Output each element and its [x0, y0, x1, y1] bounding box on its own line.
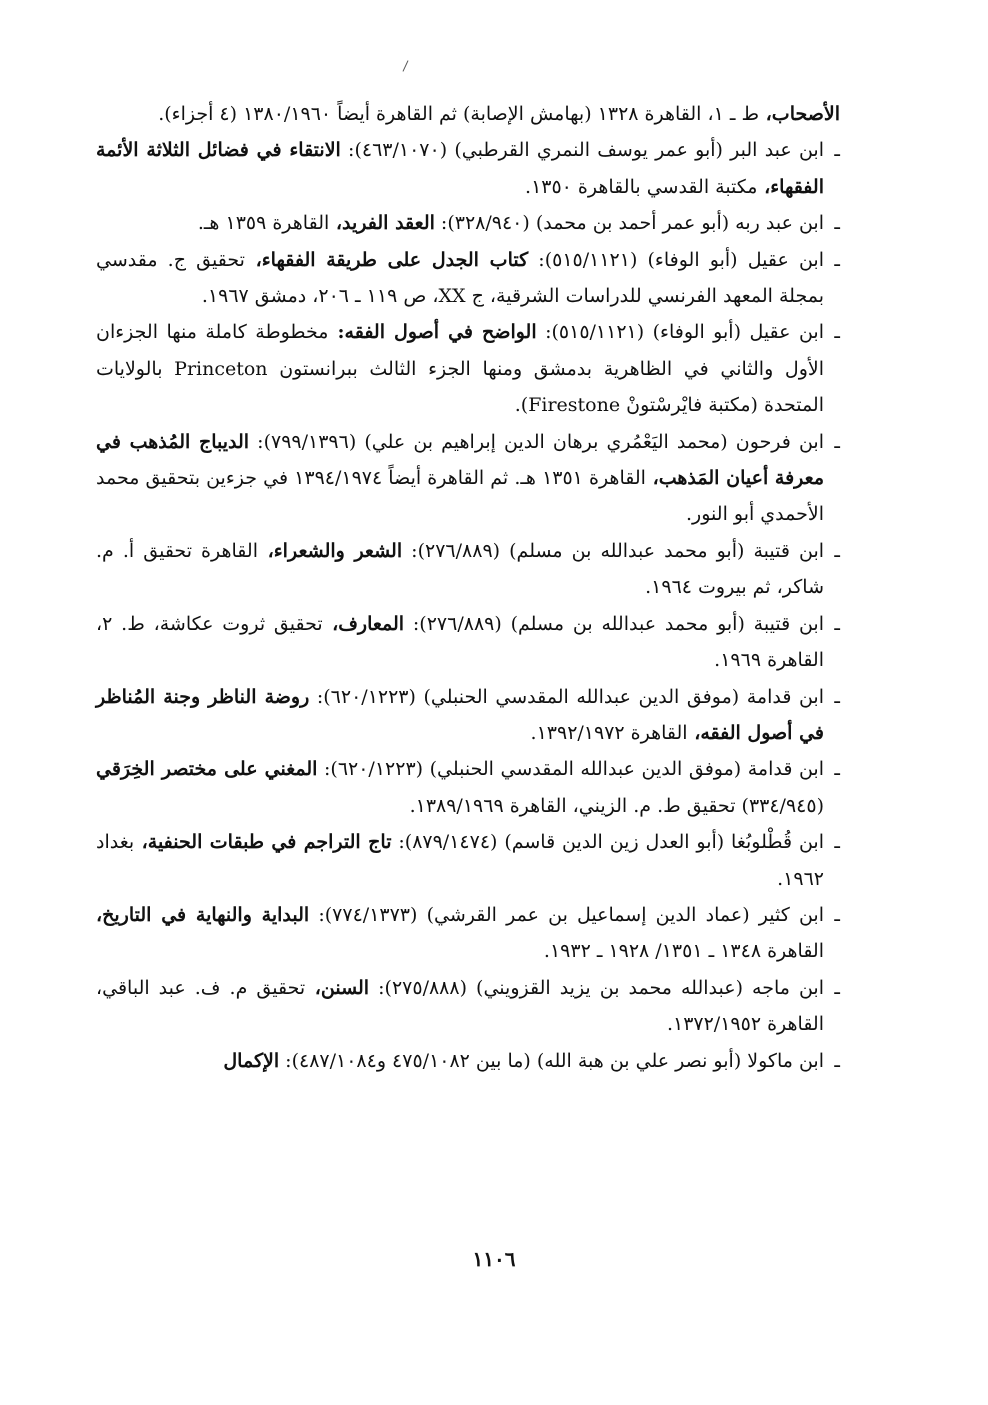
bibliography-entry	[96, 606, 840, 679]
entry-text: ابن ماجه (عبدالله محمد بن يزيد القزويني) (٢٧٥/٨٨٨):	[369, 976, 824, 999]
entry-dash: ـ	[834, 539, 840, 562]
entry-text: ابن قتيبة (أبو محمد عبدالله بن مسلم) (٢٧٦/٨٨٩):	[402, 539, 825, 562]
entry-title: الانتقاء في فضائل الثلاثة الأئمة الفقهاء،	[96, 139, 824, 198]
entry-text: ط ـ ١، القاهرة ١٣٢٨ (بهامش الإصابة) ثم القاهرة أيضاً ١٣٨٠/١٩٦٠ (٤ أجزاء).	[158, 103, 760, 125]
scan-mark	[403, 60, 409, 71]
entry-title: السنن،	[305, 976, 370, 999]
entry-text: القاهرة ١٣٤٨ ـ ١٣٥١/ ١٩٢٨ ـ ١٩٣٢.	[543, 940, 824, 963]
entry-title: المعارف،	[322, 612, 405, 635]
bibliography-entry	[96, 1043, 840, 1079]
entry-text: ابن قدامة (موفق الدين عبدالله المقدسي الحنبلي) (٦٢٠/١٢٢٣):	[317, 758, 824, 781]
entry-dash: ـ	[834, 212, 840, 235]
entry-dash: ـ	[834, 758, 840, 781]
entry-dash: ـ	[834, 1049, 840, 1072]
entry-text: ابن عقيل (أبو الوفاء) (٥١٥/١١٢١):	[528, 248, 824, 271]
entry-text: ابن كثير (عماد الدين إسماعيل بن عمر القرشي) (٧٧٤/١٣٧٣):	[309, 903, 824, 926]
page-number: ١١٠٦	[472, 1247, 516, 1271]
bibliography-entry	[96, 679, 840, 752]
entry-text: تحقيق م. ف. عبد الباقي، القاهرة ١٣٧٢/١٩٥٢.	[96, 976, 824, 1036]
entry-title: الواضح في أصول الفقه:	[328, 321, 537, 344]
bibliography-entry	[96, 205, 840, 241]
entry-text: مكتبة القدسي بالقاهرة ١٣٥٠.	[525, 175, 758, 198]
entry-text: القاهرة ١٣٥٩ هـ.	[197, 212, 330, 235]
bibliography-entry	[96, 242, 840, 315]
entry-dash: ـ	[834, 430, 840, 453]
entry-text: القاهرة ١٣٩٢/١٩٧٢.	[530, 721, 688, 744]
entry-title: الشعر والشعراء،	[257, 539, 403, 562]
bibliography-entry	[96, 751, 840, 824]
entry-title: الأصحاب،	[759, 103, 840, 125]
entry-title: الديباج المُذهب في معرفة أعيان المَذهب،	[96, 430, 825, 490]
entry-text: ابن قتيبة (أبو محمد عبدالله بن مسلم) (٢٧٦/٨٨٩):	[404, 612, 824, 635]
entry-text: ابن قُطْلوبُغا (أبو العدل زين الدين قاسم) (٨٧٩/١٤٧٤):	[391, 831, 824, 854]
bibliography-entry	[96, 132, 840, 205]
entry-dash: ـ	[834, 612, 840, 635]
entry-title: المغني على مختصر الخِرَقي	[96, 758, 318, 781]
bibliography-entry	[96, 533, 840, 606]
bibliography-page	[96, 96, 840, 1079]
entry-text: تحقيق ثروت عكاشة، ط. ٢، القاهرة ١٩٦٩.	[96, 612, 824, 672]
entry-dash: ـ	[834, 831, 840, 854]
entry-title: الإكمال	[223, 1049, 280, 1072]
entry-text: مخطوطة كاملة منها الجزءان الأول والثاني في الظاهرية بدمشق ومنها الجزء الثالث ببرانستون Princeton بالولايات المتحدة (مكتبة فايْرسْتونْ Firestone).	[96, 321, 825, 417]
entry-dash: ـ	[834, 321, 840, 344]
entry-text: القاهرة تحقيق أ. م. شاكر، ثم بيروت ١٩٦٤.	[96, 539, 824, 599]
entry-text: ابن فرحون (محمد اليَعْمُري برهان الدين إبراهيم بن علي) (٧٩٩/١٣٩٦):	[249, 430, 825, 453]
bibliography-entry	[96, 824, 840, 897]
entry-text: ابن ماكولا (أبو نصر علي بن هبة الله) (ما بين ٤٧٥/١٠٨٢ و٤٨٧/١٠٨٤):	[279, 1049, 824, 1072]
entry-title: العقد الفريد،	[329, 212, 435, 235]
entry-dash: ـ	[834, 685, 840, 708]
entry-dash: ـ	[834, 139, 840, 162]
entry-text: ابن عقيل (أبو الوفاء) (٥١٥/١١٢١):	[536, 321, 825, 344]
entry-text: ابن عبد ربه (أبو عمر أحمد بن محمد) (٣٢٨/٩٤٠):	[434, 212, 824, 235]
bibliography-entry	[96, 897, 840, 970]
entry-text: القاهرة ١٣٥١ هـ. ثم القاهرة أيضاً ١٣٩٤/١٩٧٤ في جزءين بتحقيق محمد الأحمدي أبو النور.	[96, 467, 824, 526]
entry-title: تاج التراجم في طبقات الحنفية،	[134, 831, 392, 854]
entry-title: كتاب الجدل على طريقة الفقهاء،	[244, 248, 529, 271]
entry-text: (٣٣٤/٩٤٥) تحقيق ط. م. الزيني، القاهرة ١٣٨٩/١٩٦٩.	[409, 794, 824, 817]
bibliography-entry	[96, 96, 840, 132]
entry-title: روضة الناظر وجنة المُناظر في أصول الفقه،	[96, 685, 824, 744]
entry-text: ابن عبد البر (أبو عمر يوسف النمري القرطبي) (٤٦٣/١٠٧٠):	[340, 139, 824, 162]
entry-text: ابن قدامة (موفق الدين عبدالله المقدسي الحنبلي) (٦٢٠/١٢٢٣):	[309, 685, 824, 708]
bibliography-entry	[96, 314, 840, 423]
entry-dash: ـ	[834, 903, 840, 926]
bibliography-entry	[96, 424, 840, 533]
entry-dash: ـ	[834, 248, 840, 271]
entry-text: بغداد ١٩٦٢.	[96, 831, 824, 890]
entry-dash: ـ	[834, 976, 840, 999]
entry-text: تحقيق ج. مقدسي بمجلة المعهد الفرنسي للدراسات الشرقية، ج XX، ص ١١٩ ـ ٢٠٦، دمشق ١٩٦٧.	[96, 248, 824, 308]
entry-title: البداية والنهاية في التاريخ،	[96, 903, 310, 926]
bibliography-entry	[96, 970, 840, 1043]
